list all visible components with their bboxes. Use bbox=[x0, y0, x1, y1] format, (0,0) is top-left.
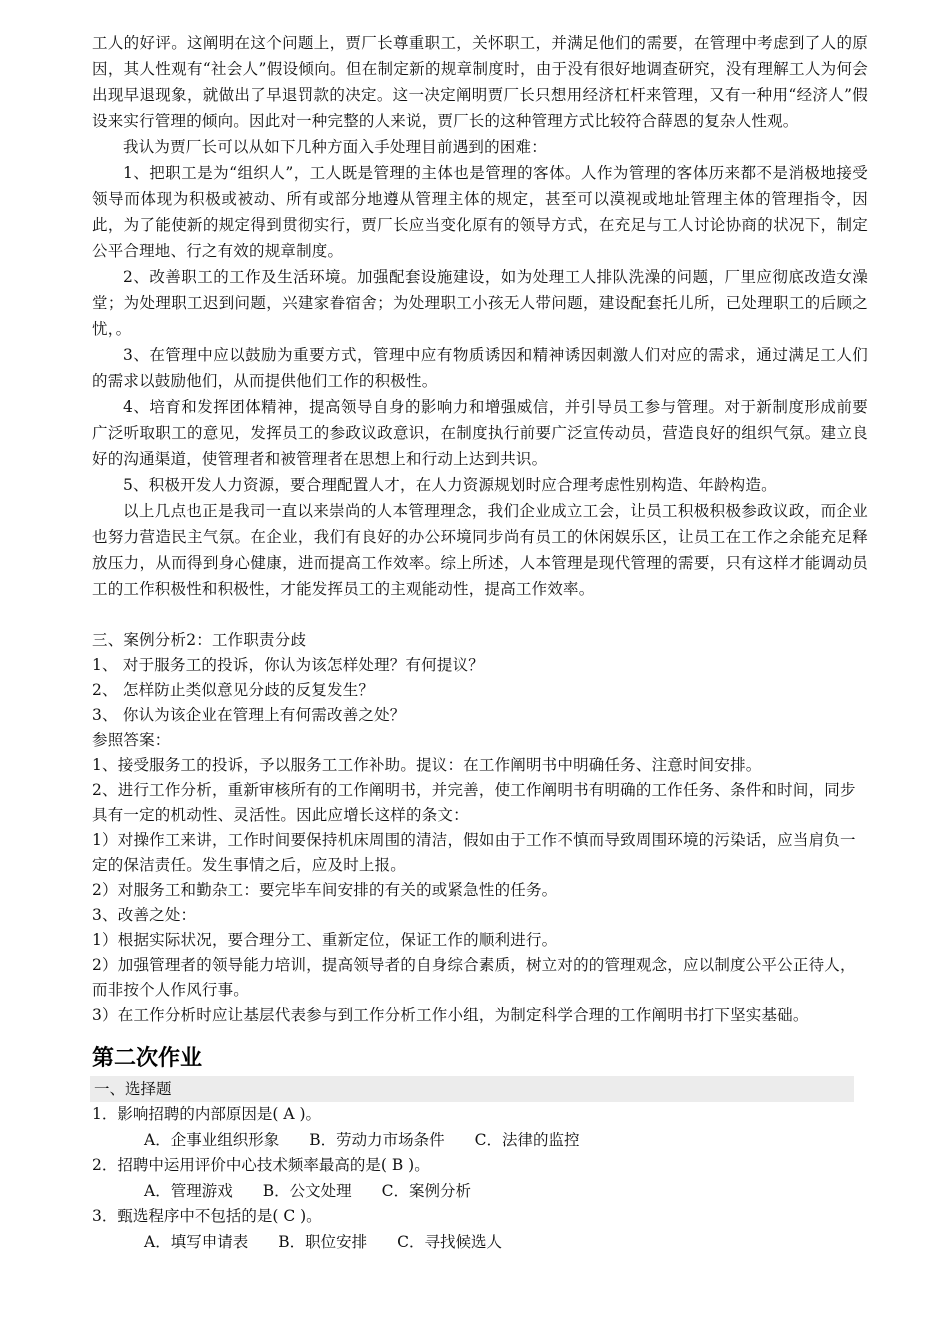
answer-label: 参照答案： bbox=[92, 731, 171, 749]
paragraph: 2、改善职工的工作及生活环境。加强配套设施建设，如为处理工人排队洗澡的问题，厂里应彻底改造女澡堂；为处理职工迟到问题，兴建家眷宿舍；为处理职工小孩无人带问题，建设配套托儿所，已处理职工的后顾之忧，。 bbox=[92, 268, 868, 338]
case-question: 2、 怎样防止类似意见分歧的反复发生？ bbox=[92, 681, 375, 699]
option: B．职位安排 bbox=[278, 1233, 368, 1251]
answer-line: 1、接受服务工的投诉，予以服务工工作补助。提议：在工作阐明书中明确任务、注意时间安排。 bbox=[92, 756, 762, 774]
spacer bbox=[92, 602, 868, 628]
question-options bbox=[92, 1127, 868, 1153]
option: B．公文处理 bbox=[262, 1182, 352, 1200]
option: A．管理游戏 bbox=[144, 1182, 233, 1200]
paragraph: 以上几点也正是我司一直以来崇尚的人本管理理念，我们企业成立工会，让员工积极积极参政议政，而企业也努力营造民主气氛。在企业，我们有良好的办公环境同步尚有员工的休闲娱乐区，让员工在工作之余能充足释放压力，从而得到身心健康，进而提高工作效率。综上所述，人本管理是现代管理的需要，只有这样才能调动员工的工作积极性和积极性，才能发挥员工的主观能动性，提高工作效率。 bbox=[92, 502, 868, 598]
paragraph: 5、积极开发人力资源，要合理配置人才，在人力资源规划时应合理考虑性别构造、年龄构造。 bbox=[123, 476, 777, 494]
answer-line: 1）对操作工来讲，工作时间要保持机床周围的清洁，假如由于工作不慎而导致周围环境的污染话，应当肩负一定的保洁责任。发生事情之后，应及时上报。 bbox=[92, 831, 856, 874]
body-paragraphs bbox=[92, 30, 868, 602]
case-question: 3、 你认为该企业在管理上有何需改善之处？ bbox=[92, 706, 406, 724]
case-analysis-section bbox=[92, 628, 868, 1028]
question-options bbox=[92, 1229, 868, 1255]
answer-line: 2）加强管理者的领导能力培训，提高领导者的自身综合素质，树立对的的管理观念，应以制度公平公正待人，而非按个人作风行事。 bbox=[92, 956, 856, 999]
section-heading: 一、选择题 bbox=[90, 1076, 854, 1102]
answer-line: 3）在工作分析时应让基层代表参与到工作分析工作小组，为制定科学合理的工作阐明书打下坚实基础。 bbox=[92, 1006, 809, 1024]
option: A．填写申请表 bbox=[144, 1233, 249, 1251]
paragraph: 3、在管理中应以鼓励为重要方式，管理中应有物质诱因和精神诱因刺激人们对应的需求，通过满足工人们的需求以鼓励他们，从而提供他们工作的积极性。 bbox=[92, 346, 868, 390]
answer-line: 1）根据实际状况，要合理分工、重新定位，保证工作的顺利进行。 bbox=[92, 931, 558, 949]
homework-title: 第二次作业 bbox=[92, 1046, 203, 1071]
option: B．劳动力市场条件 bbox=[309, 1131, 445, 1149]
paragraph: 我认为贾厂长可以从如下几种方面入手处理目前遇到的困难： bbox=[123, 138, 547, 156]
answer-line: 2、进行工作分析，重新审核所有的工作阐明书，并完善，使工作阐明书有明确的工作任务、条件和时间，同步具有一定的机动性、灵活性。因此应增长这样的条文： bbox=[92, 781, 856, 824]
option: C．寻找候选人 bbox=[397, 1233, 502, 1251]
paragraph: 1、把职工是为“组织人”，工人既是管理的主体也是管理的客体。人作为管理的客体历来都不是消极地接受领导而体现为积极或被动、所有或部分地遵从管理主体的规定，甚至可以漠视或地址管理主体的管理指令，因此，为了能使新的规定得到贯彻实行，贾厂长应当变化原有的领导方式，在充足与工人讨论协商的状况下，制定公平合理地、行之有效的规章制度。 bbox=[92, 164, 868, 260]
homework-section bbox=[92, 1044, 868, 1255]
paragraph: 4、培育和发挥团体精神，提高领导自身的影响力和增强威信，并引导员工参与管理。对于新制度形成前要广泛听取职工的意见，发挥员工的参政议政意识，在制度执行前要广泛宣传动员，营造良好的组织气氛。建立良好的沟通渠道，使管理者和被管理者在思想上和行动上达到共识。 bbox=[92, 398, 868, 468]
option: A．企事业组织形象 bbox=[144, 1131, 280, 1149]
question-text: 2．招聘中运用评价中心技术频率最高的是( B )。 bbox=[92, 1156, 430, 1174]
paragraph: 工人的好评。这阐明在这个问题上，贾厂长尊重职工，关怀职工，并满足他们的需要，在管理中考虑到了人的原因，其人性观有“社会人”假设倾向。但在制定新的规章制度时，由于没有很好地调查研究，没有理解工人为何会出现早退现象，就做出了早退罚款的决定。这一决定阐明贾厂长只想用经济杠杆来管理，又有一种用“经济人”假设来实行管理的倾向。因此对一种完整的人来说，贾厂长的这种管理方式比较符合薛恩的复杂人性观。 bbox=[92, 34, 868, 130]
answer-line: 3、改善之处： bbox=[92, 906, 197, 924]
answer-line: 2）对服务工和勤杂工：要完毕车间安排的有关的或紧急性的任务。 bbox=[92, 881, 558, 899]
option: C．案例分析 bbox=[381, 1182, 471, 1200]
question-text: 1．影响招聘的内部原因是( A )。 bbox=[92, 1105, 322, 1123]
case-question: 1、 对于服务工的投诉，你认为该怎样处理？有何提议？ bbox=[92, 656, 484, 674]
question-text: 3．甄选程序中不包括的是( C )。 bbox=[92, 1207, 322, 1225]
question-options bbox=[92, 1178, 868, 1204]
option: C．法律的监控 bbox=[474, 1131, 580, 1149]
case-title: 三、案例分析2：工作职责分歧 bbox=[92, 631, 307, 649]
